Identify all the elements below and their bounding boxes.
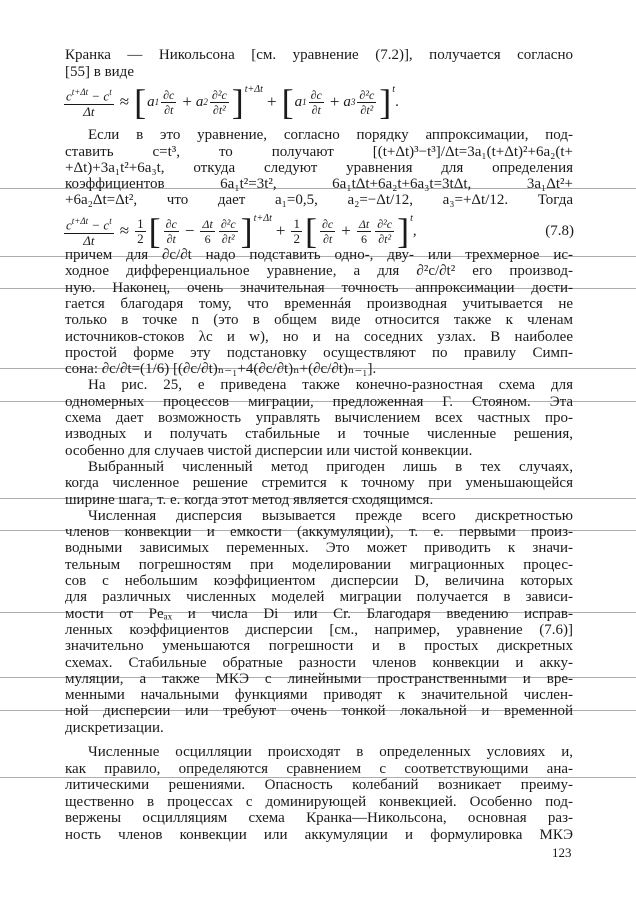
subscript: 3 xyxy=(350,97,356,107)
numerator: 1 xyxy=(137,215,144,231)
text-line: для различных численных моделей миграции получается в зависи- xyxy=(65,589,573,606)
text-line: гается благодаря тому, что временнáя производная учитывается не xyxy=(65,295,573,312)
bracket: [ xyxy=(134,82,147,122)
text-line: ную. Наконец, очень значительная точность аппроксимации дости- xyxy=(65,279,573,296)
text-line: изводных и получать стабильные и точные численные решения, xyxy=(65,426,573,443)
bracket: ] xyxy=(231,82,244,122)
text-line: [55] в виде xyxy=(65,64,134,80)
equation-7-8 xyxy=(62,211,574,251)
text-line: щественно в процессах с доминирующей конвекцией. Особенно под- xyxy=(65,793,573,810)
text-line: +Δt)+3a₁t²+6a₃t, откуда следуют уравнения для определения xyxy=(65,160,573,176)
text-line: значительно уменьшаются погрешности и в простых дискретных xyxy=(65,638,573,655)
text-line: только в точке n (это в общем виде относится также к членам xyxy=(65,312,573,329)
fraction xyxy=(200,217,214,246)
bracket: ] xyxy=(240,211,253,251)
text-line: На рис. 25, e приведена также конечно-разностная схема для xyxy=(88,377,573,394)
fraction xyxy=(320,217,335,246)
text-line: литическими решениями. Опасность колебаний возникает преиму- xyxy=(65,777,573,794)
punctuation: . xyxy=(395,93,399,110)
symbol: c xyxy=(103,217,110,233)
superscript: t xyxy=(410,213,413,224)
text-line: дискретизации. xyxy=(65,719,164,736)
text-line: ленных коэффициентов дисперсии [см., например, уравнение (7.6)] xyxy=(65,621,573,638)
fraction xyxy=(164,217,179,246)
text-line: одномерных процессов миграции, предложенная Г. Стояном. Эта xyxy=(65,393,573,410)
bracket: ] xyxy=(397,211,410,251)
denominator: ∂t xyxy=(322,231,333,246)
text-line: причем для ∂c/∂t надо подставить одно-, дву- или трехмерное ис- xyxy=(65,247,573,263)
text-line: вержены осцилляциям схема Кранка—Никольсона, основная раз- xyxy=(65,810,573,827)
text-line: когда численное решение стремится к точному при уменьшающейся xyxy=(65,475,573,492)
numerator: ∂c xyxy=(321,216,334,231)
subscript: 1 xyxy=(154,97,160,107)
bracket: [ xyxy=(281,82,294,122)
symbol: a xyxy=(147,93,155,110)
denominator: 6 xyxy=(204,231,211,246)
text-line: тельным погрешностям при моделировании миграционных процес- xyxy=(65,556,573,573)
superscript: t xyxy=(392,84,396,95)
symbol: c xyxy=(103,88,110,104)
symbol: a xyxy=(343,93,351,110)
numerator: Δt xyxy=(202,216,213,231)
denominator: 2 xyxy=(137,230,144,246)
bracket: ] xyxy=(379,82,392,122)
fraction xyxy=(161,88,176,117)
denominator: Δt xyxy=(83,232,95,248)
text-line: сона: ∂c/∂t=(1/6) [(∂c/∂t)ₙ₋₁+4(∂c/∂t)ₙ+(∂c/∂t)ₙ₋₁]. xyxy=(65,361,377,378)
fraction-half xyxy=(135,217,146,246)
numerator: ∂c xyxy=(163,87,175,102)
superscript: t+Δt xyxy=(71,216,89,227)
operator: + xyxy=(275,221,286,240)
text-line: коэффициентов 6a₁t²=3t², 6a₁tΔt+6a₂t+6a₃t=3tΔt, 3a₁Δt²+ xyxy=(65,176,573,192)
numerator: ∂²c xyxy=(220,216,236,231)
page-number: 123 xyxy=(552,845,572,860)
operator: ≈ xyxy=(119,92,130,111)
superscript: t+Δt xyxy=(253,213,272,224)
text-line: менными начальными функциями приводят к значительной числен- xyxy=(65,687,573,704)
text-line: особенно для случаев чистой дисперсии или чистой конвекции. xyxy=(65,442,473,459)
text-line: как правило, определяются сравнением с соответствующими ана- xyxy=(65,760,573,777)
denominator: 2 xyxy=(293,230,300,246)
text-line: схема дает возможность управлять вычислением всех частных про- xyxy=(65,410,573,426)
denominator: ∂t xyxy=(164,102,174,117)
text-line: Численные осцилляции происходят в определенных условиях и, xyxy=(88,744,573,760)
operator: − xyxy=(184,221,195,240)
text-line: источников-стоков λc и w), но и на соседних узлах. В наиболее xyxy=(65,328,573,345)
numerator: ∂²c xyxy=(377,216,393,231)
operator: + xyxy=(266,92,277,111)
text-line: Если в это уравнение, согласно порядку аппроксимации, под- xyxy=(88,127,573,143)
symbol: c xyxy=(66,217,72,233)
text-line: ной дисперсии или требуют очень тонкой локальной и временной xyxy=(65,703,573,720)
fraction xyxy=(357,217,371,246)
subscript: 1 xyxy=(302,97,307,107)
superscript: t+Δt xyxy=(244,84,263,95)
text-line: Кранка — Никольсона [см. уравнение (7.2)], получается согласно xyxy=(65,47,573,63)
equation-crank-nicolson xyxy=(62,82,574,122)
numerator: ∂c xyxy=(165,216,177,231)
operator: ≈ xyxy=(119,221,130,240)
text-line: членов конвекции и емкости (аккумуляции), т. е. первыми произ- xyxy=(65,524,573,541)
denominator: Δt xyxy=(83,103,95,119)
bracket: [ xyxy=(148,211,161,251)
fraction xyxy=(357,88,376,117)
numerator: ∂²c xyxy=(359,87,375,102)
numerator: Δt xyxy=(358,216,370,231)
denominator: ∂t² xyxy=(212,102,226,117)
text-line: Численная дисперсия вызывается прежде всего дискретностью xyxy=(88,507,573,524)
fraction xyxy=(210,88,229,117)
denominator: ∂t² xyxy=(221,231,235,246)
operator: + xyxy=(182,92,192,111)
equation-number: (7.8) xyxy=(545,222,574,239)
operator: + xyxy=(341,221,351,240)
text-line: +6a₂Δt=Δt², что дает a₁=0,5, a₂=−Δt/12, a₃=+Δt/12. Тогда xyxy=(65,192,573,208)
text-line: простой форме эту подстановку осуществляют по правилу Симп- xyxy=(65,344,573,361)
denominator: ∂t xyxy=(166,231,176,246)
fraction xyxy=(64,214,114,247)
superscript: t xyxy=(109,216,112,227)
text-line: водными зависимых переменных. Это может приводить к значи- xyxy=(65,540,573,557)
punctuation: , xyxy=(412,222,417,239)
text-line: сов с небольшим коэффициентом дисперсии D, величина которых xyxy=(65,573,573,589)
subscript: 2 xyxy=(203,97,208,107)
fraction xyxy=(375,217,394,246)
fraction xyxy=(219,217,238,246)
fraction-half xyxy=(291,217,302,246)
fraction xyxy=(64,85,114,118)
numerator: ∂²c xyxy=(211,87,227,102)
denominator: ∂t² xyxy=(378,231,392,246)
operator: + xyxy=(329,92,340,111)
symbol: a xyxy=(195,93,204,110)
text-line: Выбранный численный метод пригоден лишь в тех случаях, xyxy=(88,458,573,475)
text-line: ставить c=t³, то получают [(t+Δt)³−t³]/Δt=3a₁(t+Δt)²+6a₂(t+ xyxy=(65,144,573,160)
text-line: ширине шага, т. е. когда этот метод является сходящимся. xyxy=(65,491,434,508)
bracket: [ xyxy=(304,211,317,251)
operator: − xyxy=(91,217,101,233)
symbol: c xyxy=(66,88,72,104)
text-line: ность членов конвекции или аккумуляции и формулировка МКЭ xyxy=(65,827,573,843)
text-line: мости от Peₐₓ и числа Di или Cr. Благодаря введению исправ- xyxy=(65,605,573,622)
operator: − xyxy=(91,88,101,104)
symbol: a xyxy=(294,93,303,110)
superscript: t xyxy=(109,87,112,98)
fraction xyxy=(309,88,324,117)
numerator: 1 xyxy=(293,215,300,231)
denominator: ∂t xyxy=(311,102,321,117)
numerator: ∂c xyxy=(310,87,322,102)
superscript: t+Δt xyxy=(71,87,89,98)
text-line: муляции, а также МКЭ с линейными пространственными и вре- xyxy=(65,670,573,687)
text-line: схемах. Стабильные обратные разности членов конвекции и акку- xyxy=(65,654,573,671)
text-line: ходное дифференциальное уравнение, а для ∂²c/∂t² его производ- xyxy=(65,263,573,280)
denominator: ∂t² xyxy=(360,102,374,117)
denominator: 6 xyxy=(361,231,367,246)
